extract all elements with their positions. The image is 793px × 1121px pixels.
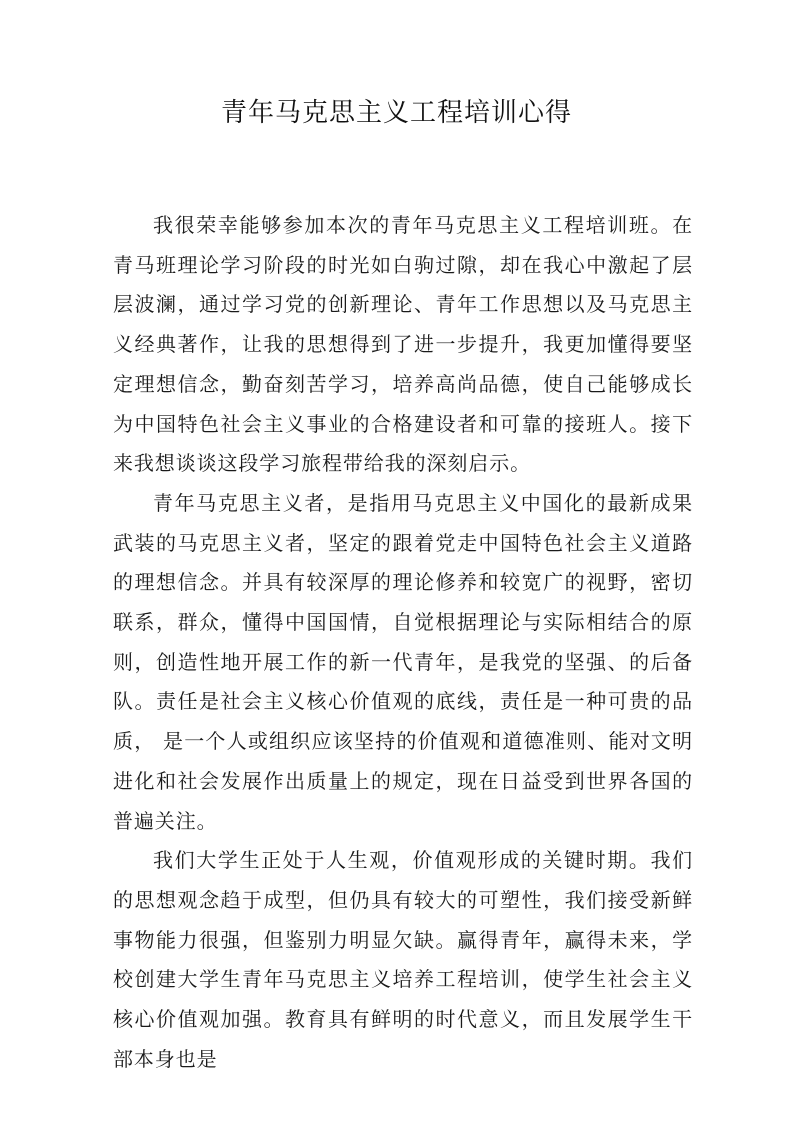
paragraph-2: 青年马克思主义者，是指用马克思主义中国化的最新成果武装的马克思主义者，坚定的跟着党走中国特色社会主义道路的理想信念。并具有较深厚的理论修养和较宽广的视野，密切联系，群众，懂得中国国情，自觉根据理论与实际相结合的原则，创造性地开展工作的新一代青年，是我党的坚强、的后备队。责任是社会主义核心价值观的底线，责任是一种可贵的品质， 是一个人或组织应该坚持的价值观和道德准则、能对文明进化和社会发展作出质量上的规定，现在日益受到世界各国的普遍关注。 xyxy=(113,490,693,833)
paragraph-1: 我很荣幸能够参加本次的青年马克思主义工程培训班。在青马班理论学习阶段的时光如白驹过隙，却在我心中激起了层层波澜，通过学习党的创新理论、青年工作思想以及马克思主义经典著作，让我的思想得到了进一步提升，我更加懂得要坚定理想信念，勤奋刻苦学习，培养高尚品德，使自己能够成长为中国特色社会主义事业的合格建设者和可靠的接班人。接下来我想谈谈这段学习旅程带给我的深刻启示。 xyxy=(113,213,693,476)
document-body xyxy=(113,206,693,1079)
document-title: 青年马克思主义工程培训心得 xyxy=(220,98,572,128)
paragraph-3: 我们大学生正处于人生观，价值观形成的关键时期。我们的思想观念趋于成型，但仍具有较大的可塑性，我们接受新鲜事物能力很强，但鉴别力明显欠缺。赢得青年，赢得未来，学校创建大学生青年马克思主义培养工程培训，使学生社会主义核心价值观加强。教育具有鲜明的时代意义，而且发展学生干部本身也是 xyxy=(113,848,693,1071)
